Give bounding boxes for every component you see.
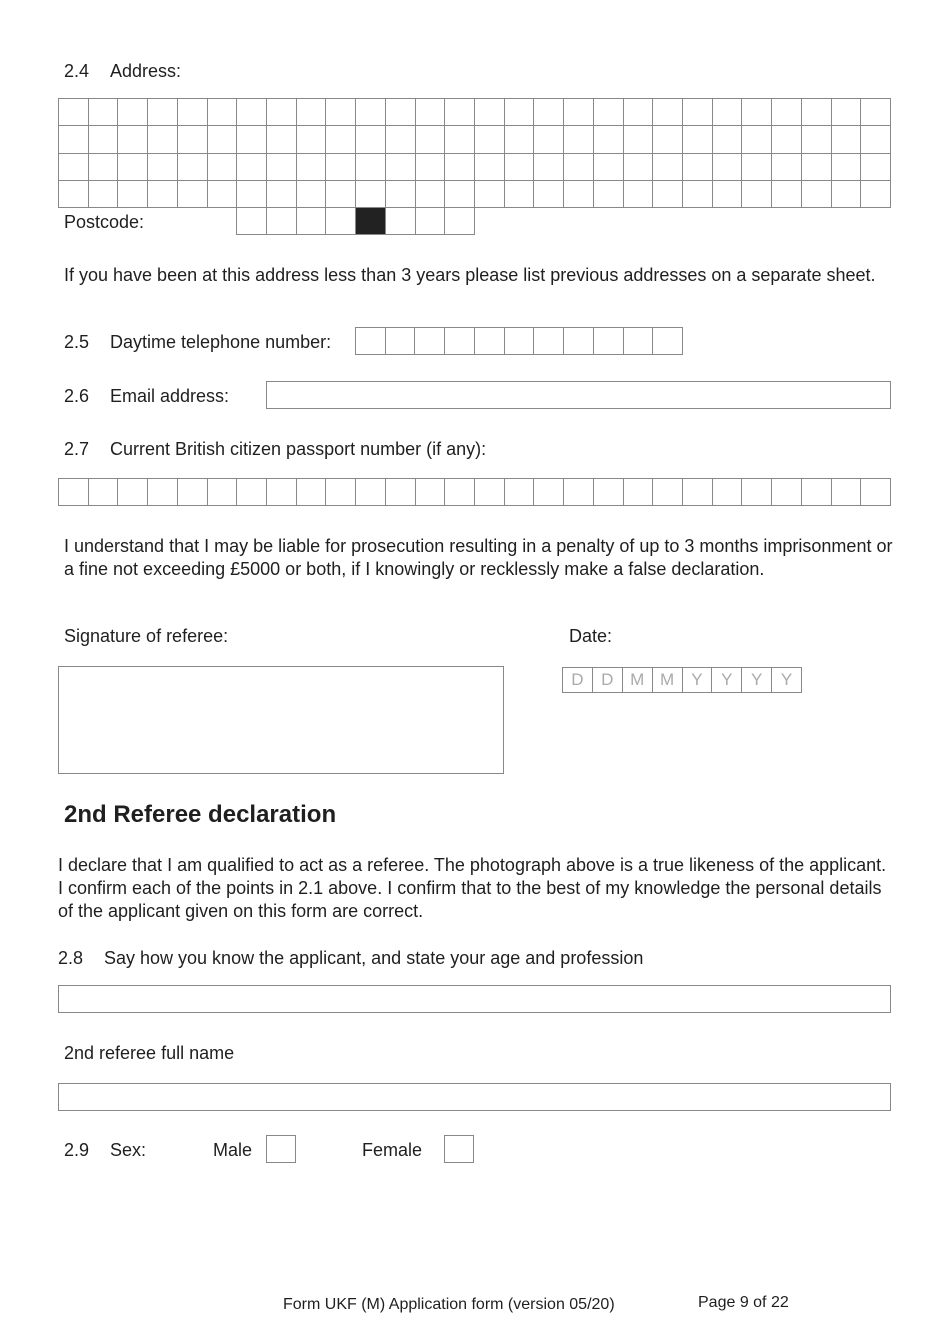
know-applicant-input[interactable] — [58, 985, 891, 1013]
address-note: If you have been at this address less than 3 years please list previous addresses on a separate sheet. — [64, 265, 876, 285]
phone-cell[interactable] — [594, 328, 624, 355]
passport-cell[interactable] — [742, 479, 772, 506]
postcode-label: Postcode: — [64, 212, 145, 232]
address-cell[interactable] — [742, 99, 772, 126]
address-cell[interactable] — [208, 126, 238, 153]
address-cell[interactable] — [475, 126, 505, 153]
address-cell[interactable] — [148, 99, 178, 126]
address-cell[interactable] — [445, 99, 475, 126]
phone-cell[interactable] — [475, 328, 505, 355]
phone-cell[interactable] — [653, 328, 683, 355]
passport-cell[interactable] — [267, 479, 297, 506]
sex-number: 2.9 — [64, 1140, 90, 1160]
address-cell[interactable] — [594, 154, 624, 181]
address-cell[interactable] — [386, 154, 416, 181]
prosecution-declaration: I understand that I may be liable for prosecution resulting in a penalty of up to 3 months imprisonment or a fine not exceeding £5000 or both, if I knowingly or recklessly make a false declaration. — [64, 536, 893, 579]
postcode-cell[interactable] — [386, 208, 416, 235]
address-cell[interactable] — [534, 154, 564, 181]
phone-cell[interactable] — [564, 328, 594, 355]
phone-cell[interactable] — [505, 328, 535, 355]
sex-label: Sex: — [110, 1140, 147, 1160]
address-cell[interactable] — [89, 99, 119, 126]
date-cell[interactable]: Y — [772, 668, 802, 693]
address-cell[interactable] — [505, 181, 535, 208]
address-cell[interactable] — [594, 181, 624, 208]
passport-cell[interactable] — [564, 479, 594, 506]
address-label: Address: — [110, 61, 182, 81]
address-cell[interactable] — [772, 126, 802, 153]
address-cell[interactable] — [356, 154, 386, 181]
address-cell[interactable] — [683, 154, 713, 181]
passport-cell[interactable] — [386, 479, 416, 506]
address-cell[interactable] — [534, 181, 564, 208]
address-cell[interactable] — [326, 154, 356, 181]
address-cell[interactable] — [832, 181, 862, 208]
passport-cell[interactable] — [148, 479, 178, 506]
passport-label: Current British citizen passport number (if any): — [110, 439, 487, 459]
passport-cell[interactable] — [326, 479, 356, 506]
address-cell[interactable] — [297, 126, 327, 153]
address-cell[interactable] — [356, 126, 386, 153]
phone-number: 2.5 — [64, 332, 90, 352]
postcode-grid[interactable] — [236, 208, 475, 235]
address-cell[interactable] — [267, 126, 297, 153]
passport-cell[interactable] — [505, 479, 535, 506]
address-cell[interactable] — [742, 181, 772, 208]
passport-cell[interactable] — [59, 479, 89, 506]
passport-cell[interactable] — [832, 479, 862, 506]
address-cell[interactable] — [653, 181, 683, 208]
passport-cell[interactable] — [178, 479, 208, 506]
address-cell[interactable] — [386, 181, 416, 208]
postcode-cell[interactable] — [297, 208, 327, 235]
address-cell[interactable] — [742, 126, 772, 153]
passport-cell[interactable] — [624, 479, 654, 506]
address-number: 2.4 — [64, 61, 90, 81]
passport-cell[interactable] — [534, 479, 564, 506]
address-cell[interactable] — [861, 181, 891, 208]
address-cell[interactable] — [118, 154, 148, 181]
address-cell[interactable] — [713, 181, 743, 208]
email-label: Email address: — [110, 386, 230, 406]
address-grid[interactable] — [58, 98, 891, 208]
second-referee-heading: 2nd Referee declaration — [64, 801, 337, 828]
passport-cell[interactable] — [89, 479, 119, 506]
address-cell[interactable] — [832, 126, 862, 153]
footer-form-ref: Form UKF (M) Application form (version 05/20) — [283, 1296, 615, 1313]
postcode-cell[interactable] — [267, 208, 297, 235]
address-cell[interactable] — [148, 181, 178, 208]
passport-cell[interactable] — [475, 479, 505, 506]
address-cell[interactable] — [683, 126, 713, 153]
date-cell[interactable]: Y — [712, 668, 742, 693]
passport-cell[interactable] — [445, 479, 475, 506]
address-cell[interactable] — [653, 154, 683, 181]
address-cell[interactable] — [802, 126, 832, 153]
know-applicant-number: 2.8 — [58, 948, 84, 968]
address-cell[interactable] — [505, 154, 535, 181]
male-label: Male — [213, 1140, 253, 1160]
address-cell[interactable] — [59, 126, 89, 153]
date-cell[interactable]: Y — [742, 668, 772, 693]
address-cell[interactable] — [208, 99, 238, 126]
address-cell[interactable] — [386, 126, 416, 153]
address-cell[interactable] — [683, 181, 713, 208]
passport-cell[interactable] — [237, 479, 267, 506]
know-applicant-heading — [58, 948, 643, 969]
address-cell[interactable] — [89, 181, 119, 208]
address-cell[interactable] — [59, 99, 89, 126]
passport-cell[interactable] — [683, 479, 713, 506]
address-cell[interactable] — [118, 181, 148, 208]
address-cell[interactable] — [505, 126, 535, 153]
postcode-cell[interactable] — [416, 208, 446, 235]
address-cell[interactable] — [118, 126, 148, 153]
address-cell[interactable] — [267, 154, 297, 181]
address-cell[interactable] — [297, 99, 327, 126]
address-cell[interactable] — [475, 99, 505, 126]
address-cell[interactable] — [178, 181, 208, 208]
address-cell[interactable] — [208, 181, 238, 208]
passport-heading — [64, 439, 486, 460]
postcode-cell[interactable] — [237, 208, 267, 235]
address-cell[interactable] — [832, 99, 862, 126]
passport-number: 2.7 — [64, 439, 90, 459]
address-cell[interactable] — [713, 154, 743, 181]
address-cell[interactable] — [683, 99, 713, 126]
address-cell[interactable] — [237, 154, 267, 181]
address-cell[interactable] — [416, 181, 446, 208]
signature-label: Signature of referee: — [64, 626, 229, 646]
address-cell[interactable] — [564, 99, 594, 126]
address-cell[interactable] — [356, 181, 386, 208]
passport-cell[interactable] — [118, 479, 148, 506]
address-cell[interactable] — [297, 181, 327, 208]
address-cell[interactable] — [653, 99, 683, 126]
address-cell[interactable] — [237, 126, 267, 153]
address-cell[interactable] — [624, 154, 654, 181]
passport-cell[interactable] — [297, 479, 327, 506]
address-cell[interactable] — [89, 154, 119, 181]
know-applicant-label: Say how you know the applicant, and state your age and profession — [104, 948, 644, 968]
address-cell[interactable] — [564, 126, 594, 153]
footer-page-number: Page 9 of 22 — [698, 1294, 789, 1311]
passport-cell[interactable] — [208, 479, 238, 506]
passport-cell[interactable] — [861, 479, 891, 506]
address-cell[interactable] — [445, 181, 475, 208]
date-label: Date: — [569, 626, 613, 646]
passport-cell[interactable] — [653, 479, 683, 506]
date-cell[interactable]: D — [593, 668, 623, 693]
address-cell[interactable] — [356, 99, 386, 126]
address-cell[interactable] — [861, 126, 891, 153]
address-cell[interactable] — [267, 181, 297, 208]
address-cell[interactable] — [861, 154, 891, 181]
address-cell[interactable] — [59, 181, 89, 208]
passport-cell[interactable] — [594, 479, 624, 506]
male-checkbox[interactable] — [266, 1135, 296, 1163]
address-cell[interactable] — [624, 181, 654, 208]
phone-input-grid[interactable] — [355, 327, 683, 355]
address-cell[interactable] — [772, 181, 802, 208]
phone-cell[interactable] — [356, 328, 386, 355]
passport-cell[interactable] — [802, 479, 832, 506]
date-cell[interactable]: M — [623, 668, 653, 693]
address-cell[interactable] — [564, 181, 594, 208]
address-cell[interactable] — [148, 154, 178, 181]
date-cell[interactable]: D — [563, 668, 593, 693]
phone-label: Daytime telephone number: — [110, 332, 332, 352]
address-cell[interactable] — [772, 99, 802, 126]
date-input-grid[interactable] — [562, 667, 802, 693]
phone-cell[interactable] — [624, 328, 654, 355]
address-cell[interactable] — [326, 99, 356, 126]
address-cell[interactable] — [653, 126, 683, 153]
address-cell[interactable] — [802, 99, 832, 126]
postcode-cell[interactable] — [356, 208, 386, 235]
address-cell[interactable] — [386, 99, 416, 126]
phone-cell[interactable] — [386, 328, 416, 355]
address-cell[interactable] — [59, 154, 89, 181]
address-cell[interactable] — [713, 126, 743, 153]
address-cell[interactable] — [326, 126, 356, 153]
address-cell[interactable] — [326, 181, 356, 208]
address-cell[interactable] — [416, 154, 446, 181]
passport-cell[interactable] — [713, 479, 743, 506]
address-cell[interactable] — [148, 126, 178, 153]
phone-heading — [64, 332, 331, 353]
address-cell[interactable] — [624, 126, 654, 153]
address-cell[interactable] — [534, 99, 564, 126]
phone-cell[interactable] — [445, 328, 475, 355]
referee-name-input[interactable] — [58, 1083, 891, 1111]
sex-heading — [64, 1140, 146, 1161]
address-cell[interactable] — [178, 154, 208, 181]
address-cell[interactable] — [208, 154, 238, 181]
passport-cell[interactable] — [416, 479, 446, 506]
passport-cell[interactable] — [772, 479, 802, 506]
address-cell[interactable] — [416, 99, 446, 126]
address-cell[interactable] — [534, 126, 564, 153]
phone-cell[interactable] — [415, 328, 445, 355]
address-cell[interactable] — [832, 154, 862, 181]
passport-input-grid[interactable] — [58, 478, 891, 506]
date-cell[interactable]: M — [653, 668, 683, 693]
email-heading — [64, 386, 229, 407]
address-heading — [64, 61, 181, 82]
address-cell[interactable] — [594, 126, 624, 153]
signature-box[interactable] — [58, 666, 504, 774]
second-referee-declaration: I declare that I am qualified to act as a referee. The photograph above is a true likeness of the applicant. I confirm each of the points in 2.1 above. I confirm that to the best of my knowledge the personal details of the applicant given on this form are correct. — [58, 855, 887, 921]
postcode-cell[interactable] — [326, 208, 356, 235]
referee-name-label: 2nd referee full name — [64, 1043, 235, 1063]
address-cell[interactable] — [505, 99, 535, 126]
address-cell[interactable] — [624, 99, 654, 126]
address-cell[interactable] — [713, 99, 743, 126]
female-checkbox[interactable] — [444, 1135, 474, 1163]
address-cell[interactable] — [861, 99, 891, 126]
address-cell[interactable] — [237, 181, 267, 208]
address-cell[interactable] — [594, 99, 624, 126]
address-cell[interactable] — [297, 154, 327, 181]
female-label: Female — [362, 1140, 423, 1160]
date-cell[interactable]: Y — [683, 668, 713, 693]
address-cell[interactable] — [772, 154, 802, 181]
address-cell[interactable] — [802, 181, 832, 208]
address-cell[interactable] — [564, 154, 594, 181]
address-cell[interactable] — [802, 154, 832, 181]
address-cell[interactable] — [267, 99, 297, 126]
address-cell[interactable] — [475, 154, 505, 181]
postcode-cell[interactable] — [445, 208, 475, 235]
address-cell[interactable] — [742, 154, 772, 181]
address-cell[interactable] — [178, 126, 208, 153]
phone-cell[interactable] — [534, 328, 564, 355]
email-number: 2.6 — [64, 386, 90, 406]
address-cell[interactable] — [445, 126, 475, 153]
address-cell[interactable] — [416, 126, 446, 153]
address-cell[interactable] — [237, 99, 267, 126]
address-cell[interactable] — [178, 99, 208, 126]
address-cell[interactable] — [445, 154, 475, 181]
address-cell[interactable] — [475, 181, 505, 208]
email-input[interactable] — [266, 381, 891, 409]
address-cell[interactable] — [89, 126, 119, 153]
passport-cell[interactable] — [356, 479, 386, 506]
address-cell[interactable] — [118, 99, 148, 126]
